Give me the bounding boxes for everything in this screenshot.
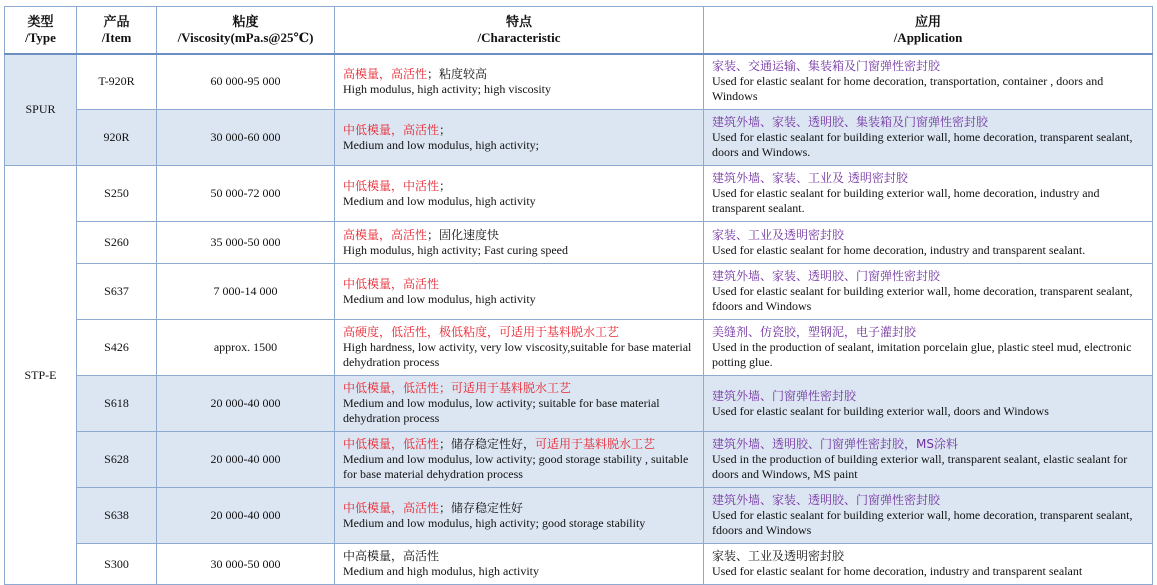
item-cell: T-920R: [77, 54, 157, 110]
header-item: 产品 /Item: [77, 7, 157, 54]
item-cell: S250: [77, 166, 157, 222]
viscosity-cell: 7 000-14 000: [157, 264, 335, 320]
characteristic-cell: 高模量，高活性；粘度较高 High modulus, high activity; high viscosity: [335, 54, 704, 110]
application-cell: 建筑外墙、家装、透明胶、门窗弹性密封胶 Used for elastic sealant for building exterior wall, home decoration, transparent sealant, fdoors and Windows: [704, 264, 1153, 320]
viscosity-cell: 20 000-40 000: [157, 488, 335, 544]
characteristic-cell: 高硬度，低活性，极低粘度，可适用于基料脱水工艺 High hardness, low activity, very low viscosity,suitable for base material dehydration process: [335, 320, 704, 376]
header-viscosity: 粘度 /Viscosity(mPa.s@25℃): [157, 7, 335, 54]
table-row: [5, 544, 1153, 585]
characteristic-cell: 中低模量，中活性； Medium and low modulus, high activity: [335, 166, 704, 222]
item-cell: 920R: [77, 110, 157, 166]
application-cell: 建筑外墙、家装、透明胶、集装箱及门窗弹性密封胶 Used for elastic sealant for building exterior wall, home decoration, transparent sealant, doors and Windows.: [704, 110, 1153, 166]
item-cell: S638: [77, 488, 157, 544]
type-cell: SPUR: [5, 54, 77, 166]
table-row: [5, 264, 1153, 320]
table-row: [5, 166, 1153, 222]
characteristic-cell: 中高模量，高活性 Medium and high modulus, high activity: [335, 544, 704, 585]
characteristic-cell: 中低模量，低活性；储存稳定性好，可适用于基料脱水工艺 Medium and low modulus, low activity; good storage stability , suitable for base material dehydration process: [335, 432, 704, 488]
characteristic-cell: 高模量，高活性；固化速度快 High modulus, high activity; Fast curing speed: [335, 222, 704, 264]
table-row: [5, 376, 1153, 432]
item-cell: S300: [77, 544, 157, 585]
table-row: [5, 222, 1153, 264]
application-cell: 建筑外墙、家装、透明胶、门窗弹性密封胶 Used for elastic sealant for building exterior wall, home decoration, transparent sealant, fdoors and Windows: [704, 488, 1153, 544]
viscosity-cell: 50 000-72 000: [157, 166, 335, 222]
application-cell: 建筑外墙、家装、工业及 透明密封胶 Used for elastic sealant for building exterior wall, home decoration, industry and transparent sealant.: [704, 166, 1153, 222]
type-cell: STP-E: [5, 166, 77, 585]
application-cell: 建筑外墙、门窗弹性密封胶 Used for elastic sealant for building exterior wall, doors and Windows: [704, 376, 1153, 432]
item-cell: S618: [77, 376, 157, 432]
table-row: [5, 320, 1153, 376]
viscosity-cell: 30 000-50 000: [157, 544, 335, 585]
header-type: 类型 /Type: [5, 7, 77, 54]
application-cell: 家装、工业及透明密封胶 Used for elastic sealant for home decoration, industry and transparent sealant: [704, 544, 1153, 585]
item-cell: S628: [77, 432, 157, 488]
table-row: [5, 54, 1153, 110]
viscosity-cell: 35 000-50 000: [157, 222, 335, 264]
viscosity-cell: 20 000-40 000: [157, 432, 335, 488]
item-cell: S637: [77, 264, 157, 320]
viscosity-cell: 20 000-40 000: [157, 376, 335, 432]
application-cell: 家装、工业及透明密封胶 Used for elastic sealant for home decoration, industry and transparent sealant.: [704, 222, 1153, 264]
viscosity-cell: approx. 1500: [157, 320, 335, 376]
header-application: 应用 /Application: [704, 7, 1153, 54]
product-spec-table: [4, 6, 1153, 585]
item-cell: S426: [77, 320, 157, 376]
viscosity-cell: 60 000-95 000: [157, 54, 335, 110]
table-row: [5, 488, 1153, 544]
characteristic-cell: 中低模量，低活性；可适用于基料脱水工艺 Medium and low modulus, low activity; suitable for base material dehydration process: [335, 376, 704, 432]
application-cell: 建筑外墙、透明胶、门窗弹性密封胶，MS涂料 Used in the production of building exterior wall, transparent sealant, elastic sealant for doors and Windows, MS paint: [704, 432, 1153, 488]
header-row: [5, 7, 1153, 54]
table-row: [5, 432, 1153, 488]
characteristic-cell: 中低模量，高活性；储存稳定性好 Medium and low modulus, high activity; good storage stability: [335, 488, 704, 544]
table-row: [5, 110, 1153, 166]
characteristic-cell: 中低模量，高活性； Medium and low modulus, high activity;: [335, 110, 704, 166]
viscosity-cell: 30 000-60 000: [157, 110, 335, 166]
application-cell: 家装、交通运输、集装箱及门窗弹性密封胶 Used for elastic sealant for home decoration, transportation, container , doors and Windows: [704, 54, 1153, 110]
application-cell: 美缝剂、仿瓷胶，塑钢泥，电子灌封胶 Used in the production of sealant, imitation porcelain glue, plastic steel mud, electronic potting glue.: [704, 320, 1153, 376]
item-cell: S260: [77, 222, 157, 264]
characteristic-cell: 中低模量，高活性 Medium and low modulus, high activity: [335, 264, 704, 320]
header-characteristic: 特点 /Characteristic: [335, 7, 704, 54]
